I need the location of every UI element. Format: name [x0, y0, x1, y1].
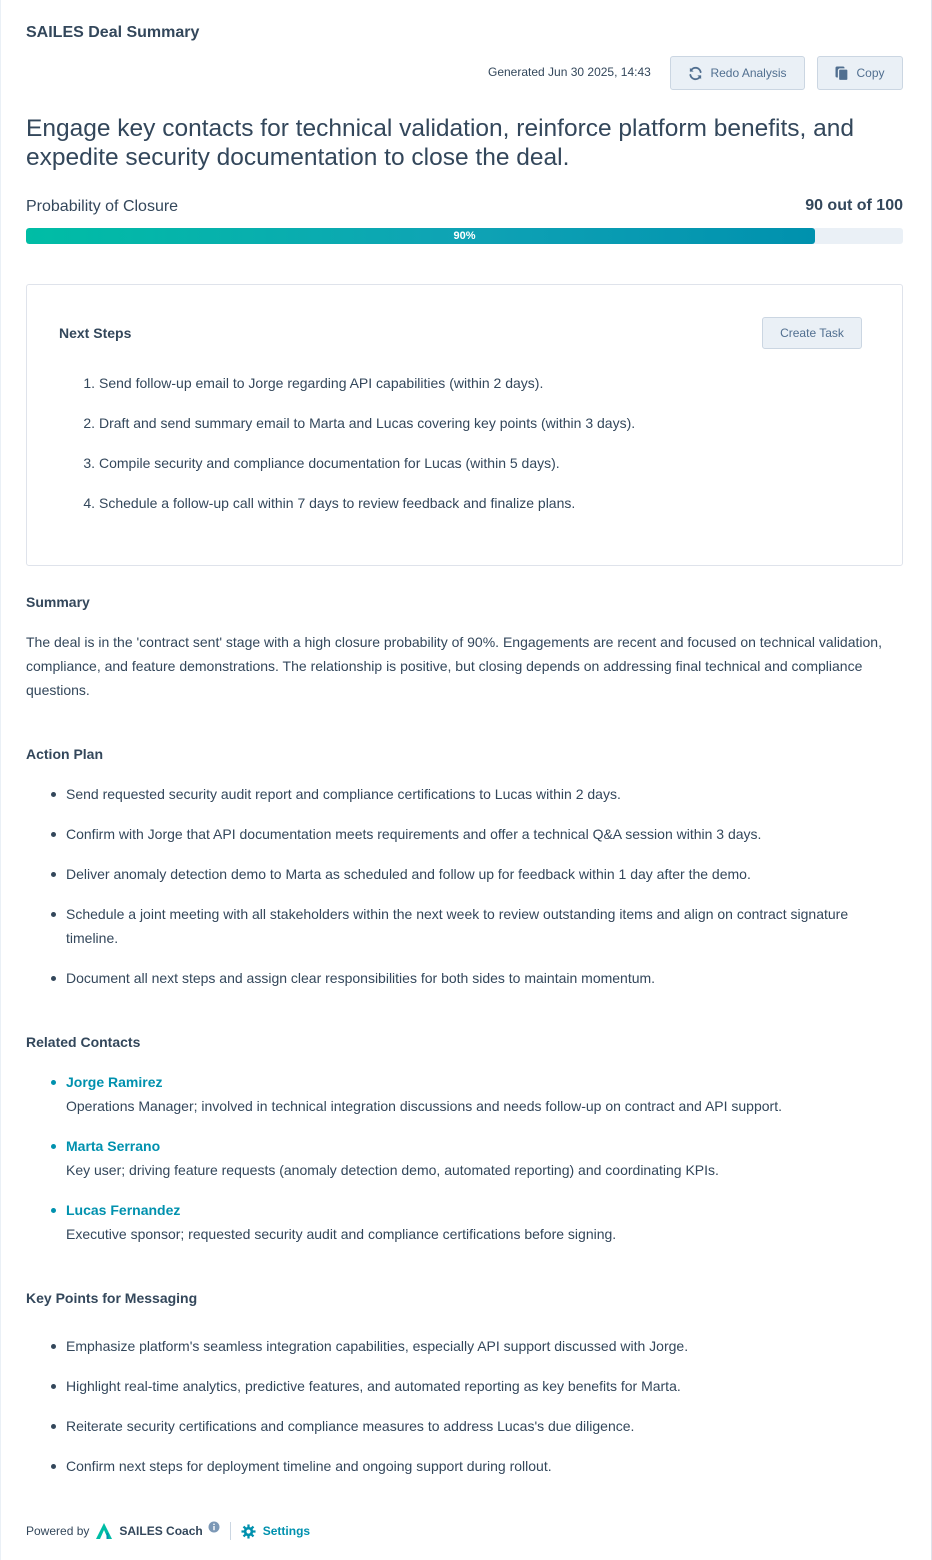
action-plan-item: Send requested security audit report and compliance certifications to Lucas within 2 days. — [66, 782, 886, 806]
next-step-number: 2. — [83, 415, 95, 431]
contact-description: Operations Manager; involved in technical integration discussions and needs follow-up on contract and API support. — [66, 1098, 782, 1114]
settings-link[interactable]: Settings — [262, 1524, 311, 1538]
next-step-item — [67, 415, 887, 455]
probability-score: 90 out of 100 — [805, 197, 903, 214]
footer — [26, 1520, 310, 1542]
footer-divider — [230, 1522, 231, 1540]
app-title: SAILES Deal Summary — [26, 24, 200, 41]
related-contacts-heading: Related Contacts — [26, 1034, 141, 1050]
create-task-button[interactable]: Create Task — [762, 317, 862, 349]
key-point-item: Emphasize platform's seamless integration capabilities, especially API support discussed with Jorge. — [66, 1334, 886, 1358]
summary-heading: Summary — [26, 594, 90, 610]
contact-link-jorge-ramirez[interactable]: Jorge Ramirez — [66, 1074, 163, 1090]
powered-by-label: Powered by — [26, 1524, 90, 1538]
key-point-item: Reiterate security certifications and compliance measures to address Lucas's due diligence. — [66, 1414, 886, 1438]
sailes-logo-icon — [95, 1522, 113, 1540]
next-step-text: Compile security and compliance documentation for Lucas (within 5 days). — [99, 455, 560, 471]
generated-timestamp: Generated Jun 30 2025, 14:43 — [488, 65, 651, 79]
next-steps-title: Next Steps — [59, 325, 132, 341]
contact-description: Key user; driving feature requests (anomaly detection demo, automated reporting) and coordinating KPIs. — [66, 1162, 719, 1178]
next-steps-card — [26, 284, 903, 566]
key-point-item: Highlight real-time analytics, predictive features, and automated reporting as key benefits for Marta. — [66, 1374, 886, 1398]
redo-analysis-button[interactable] — [670, 56, 805, 90]
probability-bar-text: 90% — [453, 230, 476, 242]
sailes-coach-brand: SAILES Coach — [119, 1524, 203, 1538]
copy-icon — [835, 66, 849, 81]
next-step-text: Draft and send summary email to Marta and Lucas covering key points (within 3 days). — [99, 415, 636, 431]
action-plan-item: Confirm with Jorge that API documentation meets requirements and offer a technical Q&A session within 3 days. — [66, 822, 886, 846]
next-steps-list — [67, 375, 887, 535]
action-plan-item: Deliver anomaly detection demo to Marta as scheduled and follow up for feedback within 1 day after the demo. — [66, 862, 886, 886]
refresh-icon — [688, 66, 703, 81]
info-icon[interactable] — [208, 1521, 220, 1533]
next-step-text: Schedule a follow-up call within 7 days to review feedback and finalize plans. — [99, 495, 576, 511]
gear-icon[interactable] — [241, 1524, 256, 1539]
action-plan-item: Schedule a joint meeting with all stakeholders within the next week to review outstanding items and align on contract signature timeline. — [66, 902, 866, 950]
next-step-number: 3. — [83, 455, 95, 471]
key-point-item: Confirm next steps for deployment timeline and ongoing support during rollout. — [66, 1454, 886, 1478]
contact-description: Executive sponsor; requested security audit and compliance certifications before signing. — [66, 1226, 617, 1242]
next-step-number: 4. — [83, 495, 95, 511]
next-step-item — [67, 495, 887, 535]
next-step-item — [67, 375, 887, 415]
redo-analysis-label: Redo Analysis — [710, 66, 787, 80]
action-plan-heading: Action Plan — [26, 746, 104, 762]
summary-text: The deal is in the 'contract sent' stage with a high closure probability of 90%. Engagements are recent and focused on technical validation, compliance, and feature demonstrations. The relationship is positive, but closing depends on addressing final technical and compliance questions. — [26, 634, 882, 698]
action-plan-item: Document all next steps and assign clear responsibilities for both sides to maintain momentum. — [66, 966, 886, 990]
next-step-item — [67, 455, 887, 495]
recommendation-headline: Engage key contacts for technical validation, reinforce platform benefits, and expedite security documentation to close the deal. — [26, 115, 855, 171]
next-step-number: 1. — [83, 375, 95, 391]
contact-link-marta-serrano[interactable]: Marta Serrano — [66, 1138, 161, 1154]
key-points-heading: Key Points for Messaging — [26, 1290, 198, 1306]
next-step-text: Send follow-up email to Jorge regarding API capabilities (within 2 days). — [99, 375, 544, 391]
probability-label: Probability of Closure — [26, 198, 179, 215]
probability-bar — [26, 228, 903, 244]
contact-link-lucas-fernandez[interactable]: Lucas Fernandez — [66, 1202, 181, 1218]
copy-label: Copy — [856, 66, 885, 80]
copy-button[interactable] — [817, 56, 903, 90]
